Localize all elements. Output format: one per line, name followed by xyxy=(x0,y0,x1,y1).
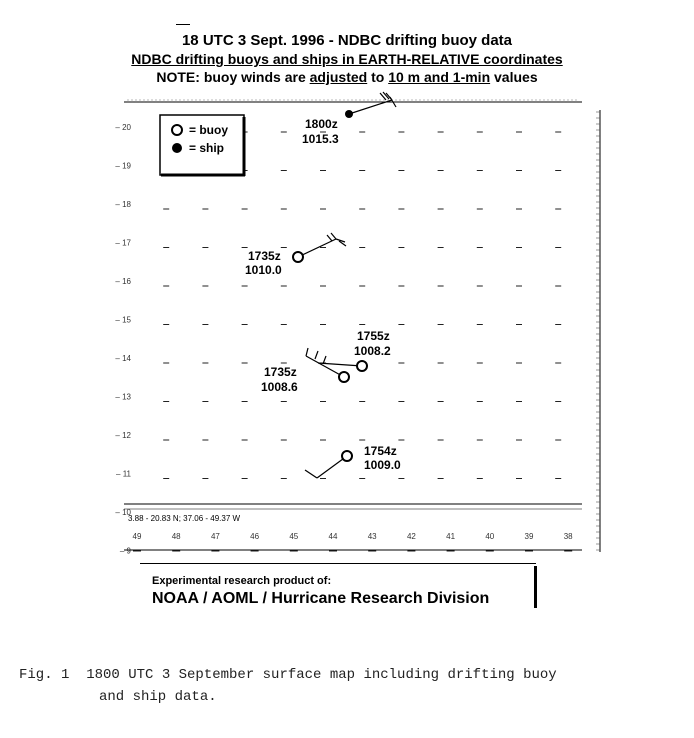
figure-caption-line-2: and ship data. xyxy=(99,689,217,705)
longitude-label: 48 xyxy=(171,532,181,541)
page-subtitle: NDBC drifting buoys and ships in EARTH-RELATIVE coordinates xyxy=(131,51,563,67)
credit-line-1: Experimental research product of: xyxy=(152,575,332,587)
buoy-observation xyxy=(261,348,349,394)
latitude-label: – 13 xyxy=(115,392,131,402)
longitude-label: 47 xyxy=(210,532,220,541)
note-values: 10 m and 1-min xyxy=(388,69,491,85)
latitude-label: – 11 xyxy=(116,469,131,479)
longitude-label: 46 xyxy=(250,532,260,541)
ship-symbol-icon xyxy=(172,143,182,153)
buoy-observation xyxy=(245,233,346,277)
domain-text: 3.88 - 20.83 N; 37.06 - 49.37 W xyxy=(128,514,241,523)
legend-box xyxy=(160,115,245,176)
longitude-label: 44 xyxy=(328,532,338,541)
longitude-label: 42 xyxy=(406,532,416,541)
legend-buoy-label: = buoy xyxy=(189,123,229,137)
buoy-marker-icon xyxy=(342,451,352,461)
ship-marker-icon xyxy=(345,110,353,118)
latitude-label: – 16 xyxy=(115,277,131,286)
page-title: 18 UTC 3 Sept. 1996 - NDBC drifting buoy data xyxy=(181,32,513,49)
obs-time: 1735z xyxy=(264,365,297,379)
longitude-labels xyxy=(133,532,574,541)
legend-ship-label: = ship xyxy=(189,141,225,155)
latitude-label: – 20 xyxy=(115,123,131,132)
note-to: to xyxy=(367,69,389,85)
latitude-label: – 15 xyxy=(115,315,131,325)
longitude-label: 43 xyxy=(367,532,377,541)
credit-top-rule xyxy=(140,563,536,564)
buoy-marker-icon xyxy=(293,252,303,262)
obs-pressure: 1009.0 xyxy=(364,458,401,472)
longitude-label: 45 xyxy=(289,532,299,541)
latitude-labels xyxy=(115,123,131,556)
grid-marks xyxy=(133,132,572,551)
latitude-label: – 12 xyxy=(115,431,131,440)
buoy-observation xyxy=(318,329,391,371)
latitude-label: – 10 xyxy=(115,508,131,517)
latitude-label: – 9 xyxy=(119,546,131,556)
longitude-label: 41 xyxy=(446,532,456,541)
figure-caption-line-1: Fig. 1 1800 UTC 3 September surface map including drifting buoy xyxy=(19,667,557,683)
obs-time: 1800z xyxy=(305,117,338,131)
obs-pressure: 1008.6 xyxy=(261,380,298,394)
longitude-label: 49 xyxy=(132,532,142,541)
buoy-marker-icon xyxy=(357,361,367,371)
buoy-observation xyxy=(305,444,401,478)
obs-pressure: 1010.0 xyxy=(245,263,282,277)
latitude-label: – 17 xyxy=(115,238,131,248)
obs-time: 1755z xyxy=(357,329,390,343)
obs-time: 1754z xyxy=(364,444,397,458)
longitude-label: 38 xyxy=(563,532,573,541)
note-prefix: NOTE: buoy winds are xyxy=(156,69,310,85)
longitude-label: 39 xyxy=(524,532,534,541)
obs-pressure: 1008.2 xyxy=(354,344,391,358)
credit-line-2: NOAA / AOML / Hurricane Research Division xyxy=(152,590,490,607)
obs-pressure: 1015.3 xyxy=(302,132,339,146)
buoy-marker-icon xyxy=(339,372,349,382)
latitude-label: – 18 xyxy=(115,200,131,209)
note-suffix: values xyxy=(490,69,538,85)
longitude-label: 40 xyxy=(485,532,495,541)
latitude-label: – 19 xyxy=(115,161,131,171)
note-adjusted: adjusted xyxy=(309,69,368,85)
latitude-label: – 14 xyxy=(115,354,131,363)
credit-side-bar xyxy=(534,566,537,608)
obs-time: 1735z xyxy=(248,249,281,263)
